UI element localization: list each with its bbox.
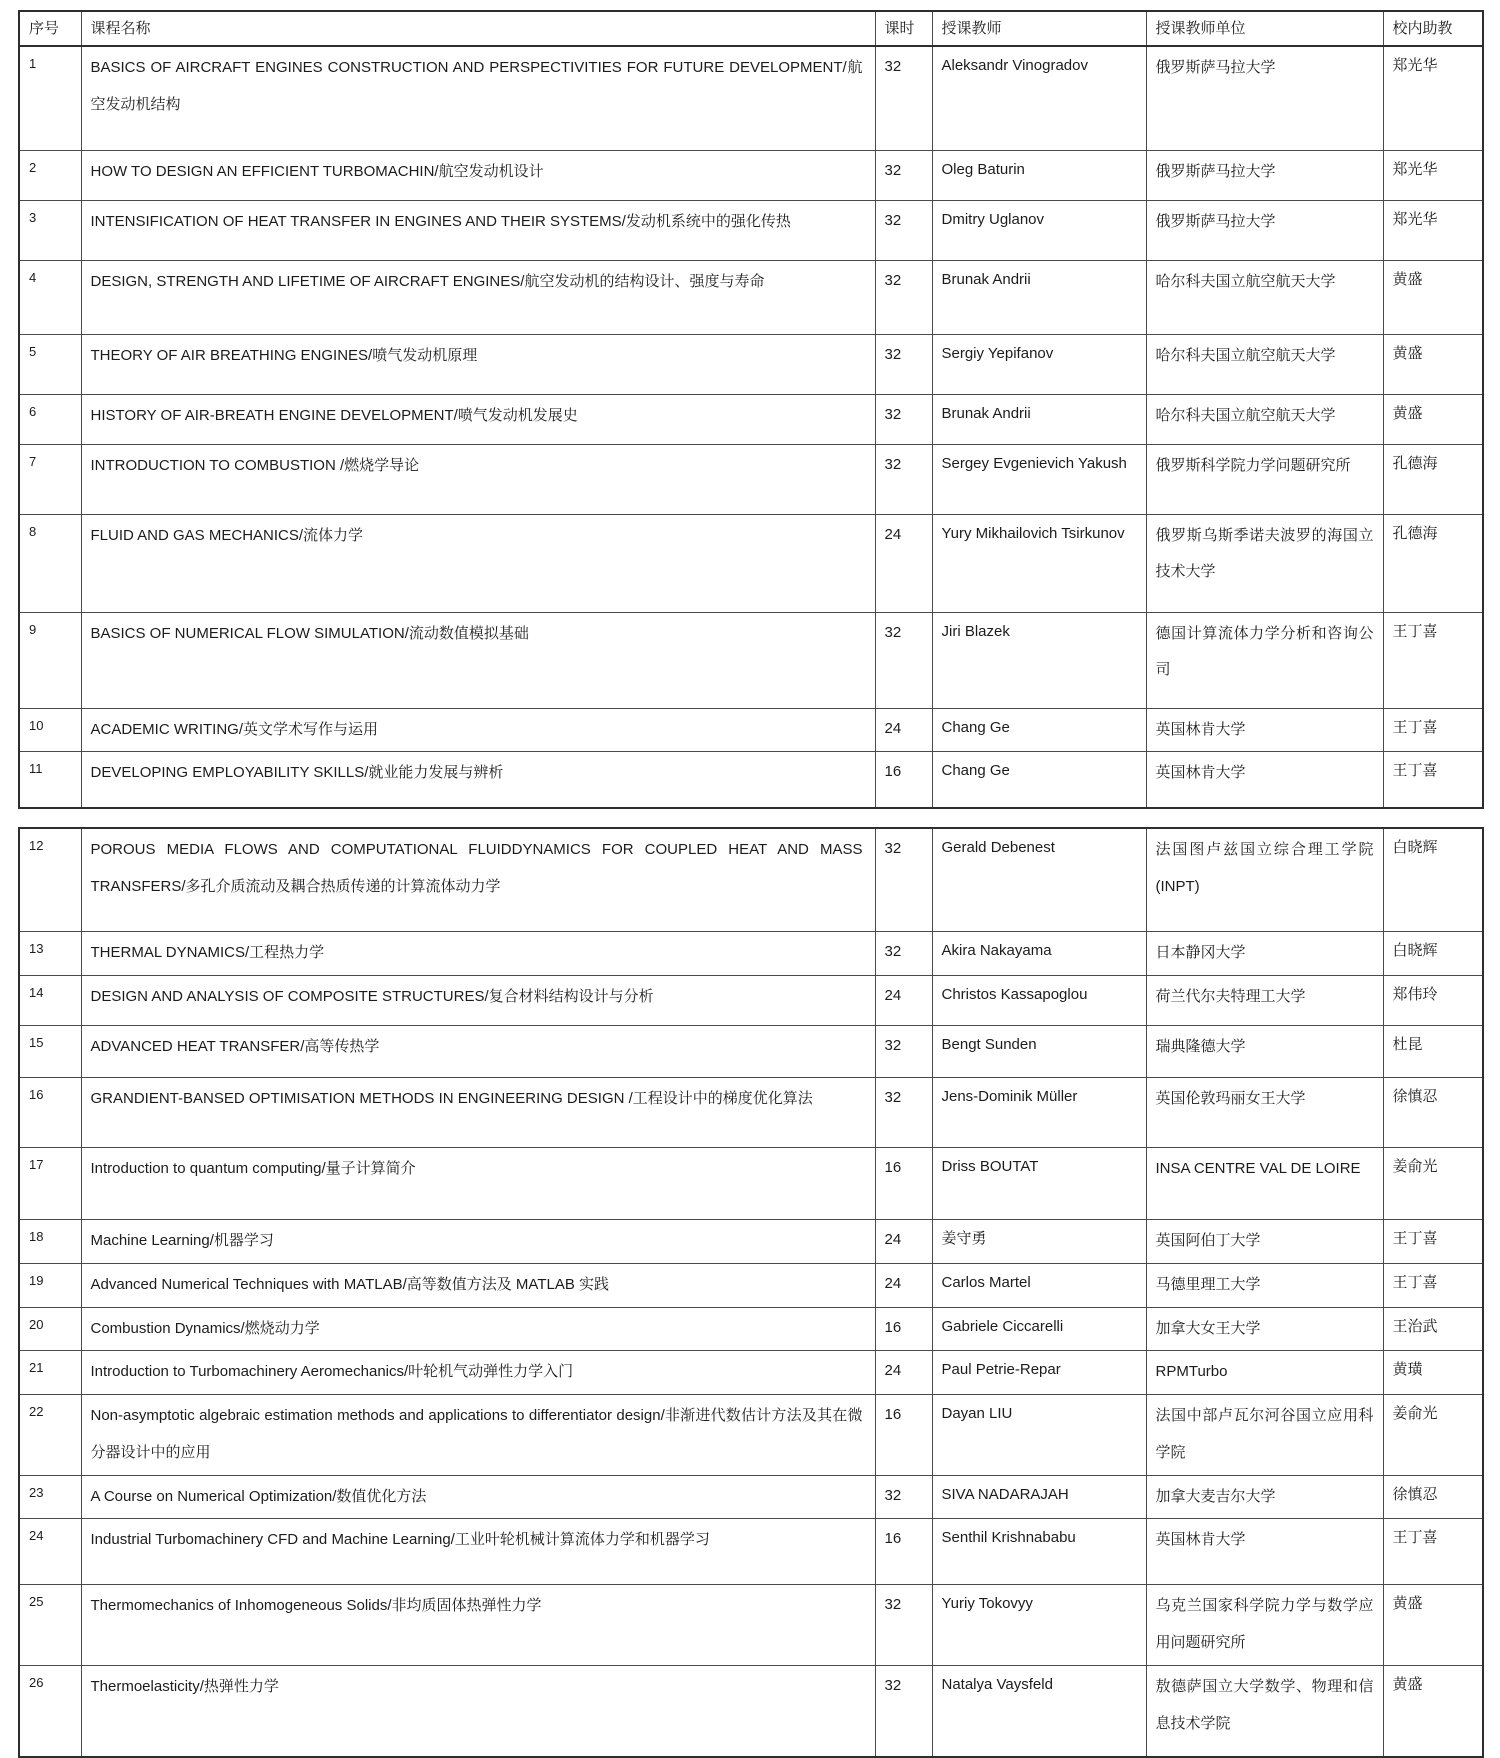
table-row bbox=[19, 1148, 1483, 1220]
hours-cell: 16 bbox=[875, 1395, 932, 1476]
assistant-cell: 郑伟玲 bbox=[1383, 976, 1483, 1026]
institution-cell: 瑞典隆德大学 bbox=[1146, 1026, 1383, 1078]
hours-cell: 24 bbox=[875, 1351, 932, 1395]
assistant-cell: 黄盛 bbox=[1383, 1665, 1483, 1757]
table-row bbox=[19, 514, 1483, 612]
index-cell: 26 bbox=[19, 1665, 81, 1757]
table-row bbox=[19, 1395, 1483, 1476]
institution-cell: 哈尔科夫国立航空航天大学 bbox=[1146, 260, 1383, 334]
table-row bbox=[19, 260, 1483, 334]
hours-cell: 32 bbox=[875, 394, 932, 444]
index-cell: 23 bbox=[19, 1475, 81, 1519]
course-name-cell: ACADEMIC WRITING/英文学术写作与运用 bbox=[81, 708, 875, 752]
hours-cell: 32 bbox=[875, 1475, 932, 1519]
institution-cell: 俄罗斯萨马拉大学 bbox=[1146, 200, 1383, 260]
institution-cell: 法国中部卢瓦尔河谷国立应用科学院 bbox=[1146, 1395, 1383, 1476]
index-cell: 19 bbox=[19, 1263, 81, 1307]
hours-cell: 32 bbox=[875, 1665, 932, 1757]
hours-cell: 32 bbox=[875, 46, 932, 150]
index-cell: 11 bbox=[19, 752, 81, 808]
index-cell: 25 bbox=[19, 1585, 81, 1666]
hours-cell: 32 bbox=[875, 932, 932, 976]
teacher-cell: Chang Ge bbox=[932, 752, 1146, 808]
table-row bbox=[19, 444, 1483, 514]
index-cell: 7 bbox=[19, 444, 81, 514]
teacher-cell: Christos Kassapoglou bbox=[932, 976, 1146, 1026]
teacher-cell: Oleg Baturin bbox=[932, 150, 1146, 200]
institution-cell: 加拿大麦吉尔大学 bbox=[1146, 1475, 1383, 1519]
assistant-cell: 黄盛 bbox=[1383, 394, 1483, 444]
assistant-cell: 王治武 bbox=[1383, 1307, 1483, 1351]
table-row bbox=[19, 1220, 1483, 1264]
assistant-cell: 姜俞光 bbox=[1383, 1148, 1483, 1220]
index-cell: 24 bbox=[19, 1519, 81, 1585]
table-row bbox=[19, 1519, 1483, 1585]
course-name-cell: Thermoelasticity/热弹性力学 bbox=[81, 1665, 875, 1757]
assistant-cell: 徐慎忍 bbox=[1383, 1078, 1483, 1148]
index-cell: 6 bbox=[19, 394, 81, 444]
header-row bbox=[19, 11, 1483, 46]
table-row bbox=[19, 1665, 1483, 1757]
institution-cell: 哈尔科夫国立航空航天大学 bbox=[1146, 394, 1383, 444]
assistant-cell: 王丁喜 bbox=[1383, 612, 1483, 708]
table-row bbox=[19, 1026, 1483, 1078]
course-name-cell: Introduction to quantum computing/量子计算简介 bbox=[81, 1148, 875, 1220]
teacher-cell: Brunak Andrii bbox=[932, 394, 1146, 444]
assistant-cell: 郑光华 bbox=[1383, 150, 1483, 200]
course-name-cell: DESIGN, STRENGTH AND LIFETIME OF AIRCRAFT ENGINES/航空发动机的结构设计、强度与寿命 bbox=[81, 260, 875, 334]
teacher-cell: Senthil Krishnababu bbox=[932, 1519, 1146, 1585]
index-cell: 8 bbox=[19, 514, 81, 612]
assistant-cell: 白晓辉 bbox=[1383, 932, 1483, 976]
hours-cell: 32 bbox=[875, 1026, 932, 1078]
hours-cell: 16 bbox=[875, 1519, 932, 1585]
course-name-cell: BASICS OF NUMERICAL FLOW SIMULATION/流动数值模拟基础 bbox=[81, 612, 875, 708]
teacher-cell: Carlos Martel bbox=[932, 1263, 1146, 1307]
assistant-cell: 王丁喜 bbox=[1383, 752, 1483, 808]
course-name-cell: Advanced Numerical Techniques with MATLAB/高等数值方法及 MATLAB 实践 bbox=[81, 1263, 875, 1307]
index-cell: 20 bbox=[19, 1307, 81, 1351]
institution-cell: 德国计算流体力学分析和咨询公司 bbox=[1146, 612, 1383, 708]
institution-cell: 英国林肯大学 bbox=[1146, 752, 1383, 808]
table-row bbox=[19, 1307, 1483, 1351]
teacher-cell: Driss BOUTAT bbox=[932, 1148, 1146, 1220]
teacher-cell: Akira Nakayama bbox=[932, 932, 1146, 976]
course-name-cell: HOW TO DESIGN AN EFFICIENT TURBOMACHIN/航空发动机设计 bbox=[81, 150, 875, 200]
hours-cell: 24 bbox=[875, 708, 932, 752]
institution-cell: RPMTurbo bbox=[1146, 1351, 1383, 1395]
col-header-index: 序号 bbox=[19, 11, 81, 46]
hours-cell: 24 bbox=[875, 1263, 932, 1307]
index-cell: 15 bbox=[19, 1026, 81, 1078]
teacher-cell: Chang Ge bbox=[932, 708, 1146, 752]
assistant-cell: 黄盛 bbox=[1383, 334, 1483, 394]
assistant-cell: 姜俞光 bbox=[1383, 1395, 1483, 1476]
hours-cell: 32 bbox=[875, 200, 932, 260]
table-row bbox=[19, 1351, 1483, 1395]
assistant-cell: 王丁喜 bbox=[1383, 1263, 1483, 1307]
institution-cell: 俄罗斯乌斯季诺夫波罗的海国立技术大学 bbox=[1146, 514, 1383, 612]
hours-cell: 24 bbox=[875, 514, 932, 612]
assistant-cell: 郑光华 bbox=[1383, 46, 1483, 150]
assistant-cell: 黄盛 bbox=[1383, 1585, 1483, 1666]
assistant-cell: 王丁喜 bbox=[1383, 1519, 1483, 1585]
table-gap bbox=[18, 809, 1482, 827]
table-row bbox=[19, 334, 1483, 394]
course-name-cell: DESIGN AND ANALYSIS OF COMPOSITE STRUCTURES/复合材料结构设计与分析 bbox=[81, 976, 875, 1026]
assistant-cell: 郑光华 bbox=[1383, 200, 1483, 260]
course-table-part-1 bbox=[18, 10, 1484, 809]
table-row bbox=[19, 1585, 1483, 1666]
assistant-cell: 黄盛 bbox=[1383, 260, 1483, 334]
course-name-cell: ADVANCED HEAT TRANSFER/高等传热学 bbox=[81, 1026, 875, 1078]
institution-cell: 哈尔科夫国立航空航天大学 bbox=[1146, 334, 1383, 394]
table-row bbox=[19, 976, 1483, 1026]
assistant-cell: 黄璜 bbox=[1383, 1351, 1483, 1395]
course-name-cell: DEVELOPING EMPLOYABILITY SKILLS/就业能力发展与辨析 bbox=[81, 752, 875, 808]
assistant-cell: 王丁喜 bbox=[1383, 1220, 1483, 1264]
institution-cell: 加拿大女王大学 bbox=[1146, 1307, 1383, 1351]
institution-cell: 俄罗斯萨马拉大学 bbox=[1146, 46, 1383, 150]
table-row bbox=[19, 932, 1483, 976]
institution-cell: 敖德萨国立大学数学、物理和信息技术学院 bbox=[1146, 1665, 1383, 1757]
teacher-cell: SIVA NADARAJAH bbox=[932, 1475, 1146, 1519]
col-header-teacher: 授课教师 bbox=[932, 11, 1146, 46]
index-cell: 13 bbox=[19, 932, 81, 976]
teacher-cell: Sergiy Yepifanov bbox=[932, 334, 1146, 394]
index-cell: 3 bbox=[19, 200, 81, 260]
hours-cell: 32 bbox=[875, 612, 932, 708]
course-name-cell: FLUID AND GAS MECHANICS/流体力学 bbox=[81, 514, 875, 612]
institution-cell: 英国林肯大学 bbox=[1146, 1519, 1383, 1585]
teacher-cell: Yuriy Tokovyy bbox=[932, 1585, 1146, 1666]
assistant-cell: 徐慎忍 bbox=[1383, 1475, 1483, 1519]
course-name-cell: Industrial Turbomachinery CFD and Machine Learning/工业叶轮机械计算流体力学和机器学习 bbox=[81, 1519, 875, 1585]
course-name-cell: HISTORY OF AIR-BREATH ENGINE DEVELOPMENT/喷气发动机发展史 bbox=[81, 394, 875, 444]
index-cell: 12 bbox=[19, 828, 81, 932]
course-name-cell: Non-asymptotic algebraic estimation methods and applications to differentiator design/非渐进代数估计方法及其在微分器设计中的应用 bbox=[81, 1395, 875, 1476]
teacher-cell: Brunak Andrii bbox=[932, 260, 1146, 334]
hours-cell: 16 bbox=[875, 752, 932, 808]
index-cell: 14 bbox=[19, 976, 81, 1026]
course-name-cell: BASICS OF AIRCRAFT ENGINES CONSTRUCTION AND PERSPECTIVITIES FOR FUTURE DEVELOPMENT/航空发动机结构 bbox=[81, 46, 875, 150]
table-row bbox=[19, 46, 1483, 150]
index-cell: 1 bbox=[19, 46, 81, 150]
assistant-cell: 孔德海 bbox=[1383, 444, 1483, 514]
table-row bbox=[19, 200, 1483, 260]
table-row bbox=[19, 1078, 1483, 1148]
index-cell: 17 bbox=[19, 1148, 81, 1220]
col-header-assistant: 校内助教 bbox=[1383, 11, 1483, 46]
index-cell: 22 bbox=[19, 1395, 81, 1476]
institution-cell: 英国林肯大学 bbox=[1146, 708, 1383, 752]
institution-cell: 俄罗斯萨马拉大学 bbox=[1146, 150, 1383, 200]
institution-cell: 乌克兰国家科学院力学与数学应用问题研究所 bbox=[1146, 1585, 1383, 1666]
course-schedule-document bbox=[18, 10, 1482, 1758]
hours-cell: 32 bbox=[875, 1585, 932, 1666]
teacher-cell: Dayan LIU bbox=[932, 1395, 1146, 1476]
course-name-cell: GRANDIENT-BANSED OPTIMISATION METHODS IN ENGINEERING DESIGN /工程设计中的梯度优化算法 bbox=[81, 1078, 875, 1148]
teacher-cell: 姜守勇 bbox=[932, 1220, 1146, 1264]
table-row bbox=[19, 1475, 1483, 1519]
teacher-cell: Gerald Debenest bbox=[932, 828, 1146, 932]
assistant-cell: 杜昆 bbox=[1383, 1026, 1483, 1078]
table-row bbox=[19, 1263, 1483, 1307]
table-row bbox=[19, 612, 1483, 708]
hours-cell: 32 bbox=[875, 150, 932, 200]
institution-cell: 日本静冈大学 bbox=[1146, 932, 1383, 976]
course-name-cell: POROUS MEDIA FLOWS AND COMPUTATIONAL FLUIDDYNAMICS FOR COUPLED HEAT AND MASS TRANSFERS/多孔介质流动及耦合热质传递的计算流体动力学 bbox=[81, 828, 875, 932]
institution-cell: 英国阿伯丁大学 bbox=[1146, 1220, 1383, 1264]
assistant-cell: 白晓辉 bbox=[1383, 828, 1483, 932]
hours-cell: 32 bbox=[875, 260, 932, 334]
institution-cell: 马德里理工大学 bbox=[1146, 1263, 1383, 1307]
index-cell: 18 bbox=[19, 1220, 81, 1264]
table-row bbox=[19, 752, 1483, 808]
table-row bbox=[19, 828, 1483, 932]
hours-cell: 32 bbox=[875, 444, 932, 514]
hours-cell: 32 bbox=[875, 828, 932, 932]
course-name-cell: INTRODUCTION TO COMBUSTION /燃烧学导论 bbox=[81, 444, 875, 514]
teacher-cell: Dmitry Uglanov bbox=[932, 200, 1146, 260]
teacher-cell: Jens-Dominik Müller bbox=[932, 1078, 1146, 1148]
hours-cell: 16 bbox=[875, 1307, 932, 1351]
teacher-cell: Jiri Blazek bbox=[932, 612, 1146, 708]
teacher-cell: Paul Petrie-Repar bbox=[932, 1351, 1146, 1395]
hours-cell: 16 bbox=[875, 1148, 932, 1220]
institution-cell: 英国伦敦玛丽女王大学 bbox=[1146, 1078, 1383, 1148]
institution-cell: 俄罗斯科学院力学问题研究所 bbox=[1146, 444, 1383, 514]
teacher-cell: Natalya Vaysfeld bbox=[932, 1665, 1146, 1757]
table-row bbox=[19, 708, 1483, 752]
institution-cell: 法国图卢兹国立综合理工学院(INPT) bbox=[1146, 828, 1383, 932]
course-name-cell: INTENSIFICATION OF HEAT TRANSFER IN ENGINES AND THEIR SYSTEMS/发动机系统中的强化传热 bbox=[81, 200, 875, 260]
table-row bbox=[19, 150, 1483, 200]
course-name-cell: Introduction to Turbomachinery Aeromechanics/叶轮机气动弹性力学入门 bbox=[81, 1351, 875, 1395]
course-table-part-2 bbox=[18, 827, 1484, 1758]
col-header-institution: 授课教师单位 bbox=[1146, 11, 1383, 46]
course-name-cell: THEORY OF AIR BREATHING ENGINES/喷气发动机原理 bbox=[81, 334, 875, 394]
hours-cell: 32 bbox=[875, 1078, 932, 1148]
hours-cell: 32 bbox=[875, 334, 932, 394]
teacher-cell: Gabriele Ciccarelli bbox=[932, 1307, 1146, 1351]
teacher-cell: Sergey Evgenievich Yakush bbox=[932, 444, 1146, 514]
course-name-cell: A Course on Numerical Optimization/数值优化方法 bbox=[81, 1475, 875, 1519]
index-cell: 9 bbox=[19, 612, 81, 708]
hours-cell: 24 bbox=[875, 976, 932, 1026]
index-cell: 4 bbox=[19, 260, 81, 334]
teacher-cell: Aleksandr Vinogradov bbox=[932, 46, 1146, 150]
assistant-cell: 王丁喜 bbox=[1383, 708, 1483, 752]
teacher-cell: Yury Mikhailovich Tsirkunov bbox=[932, 514, 1146, 612]
assistant-cell: 孔德海 bbox=[1383, 514, 1483, 612]
index-cell: 2 bbox=[19, 150, 81, 200]
institution-cell: INSA CENTRE VAL DE LOIRE bbox=[1146, 1148, 1383, 1220]
col-header-course-name: 课程名称 bbox=[81, 11, 875, 46]
index-cell: 10 bbox=[19, 708, 81, 752]
index-cell: 5 bbox=[19, 334, 81, 394]
institution-cell: 荷兰代尔夫特理工大学 bbox=[1146, 976, 1383, 1026]
course-name-cell: THERMAL DYNAMICS/工程热力学 bbox=[81, 932, 875, 976]
index-cell: 16 bbox=[19, 1078, 81, 1148]
hours-cell: 24 bbox=[875, 1220, 932, 1264]
course-name-cell: Machine Learning/机器学习 bbox=[81, 1220, 875, 1264]
course-name-cell: Combustion Dynamics/燃烧动力学 bbox=[81, 1307, 875, 1351]
teacher-cell: Bengt Sunden bbox=[932, 1026, 1146, 1078]
table-row bbox=[19, 394, 1483, 444]
course-name-cell: Thermomechanics of Inhomogeneous Solids/非均质固体热弹性力学 bbox=[81, 1585, 875, 1666]
col-header-hours: 课时 bbox=[875, 11, 932, 46]
index-cell: 21 bbox=[19, 1351, 81, 1395]
